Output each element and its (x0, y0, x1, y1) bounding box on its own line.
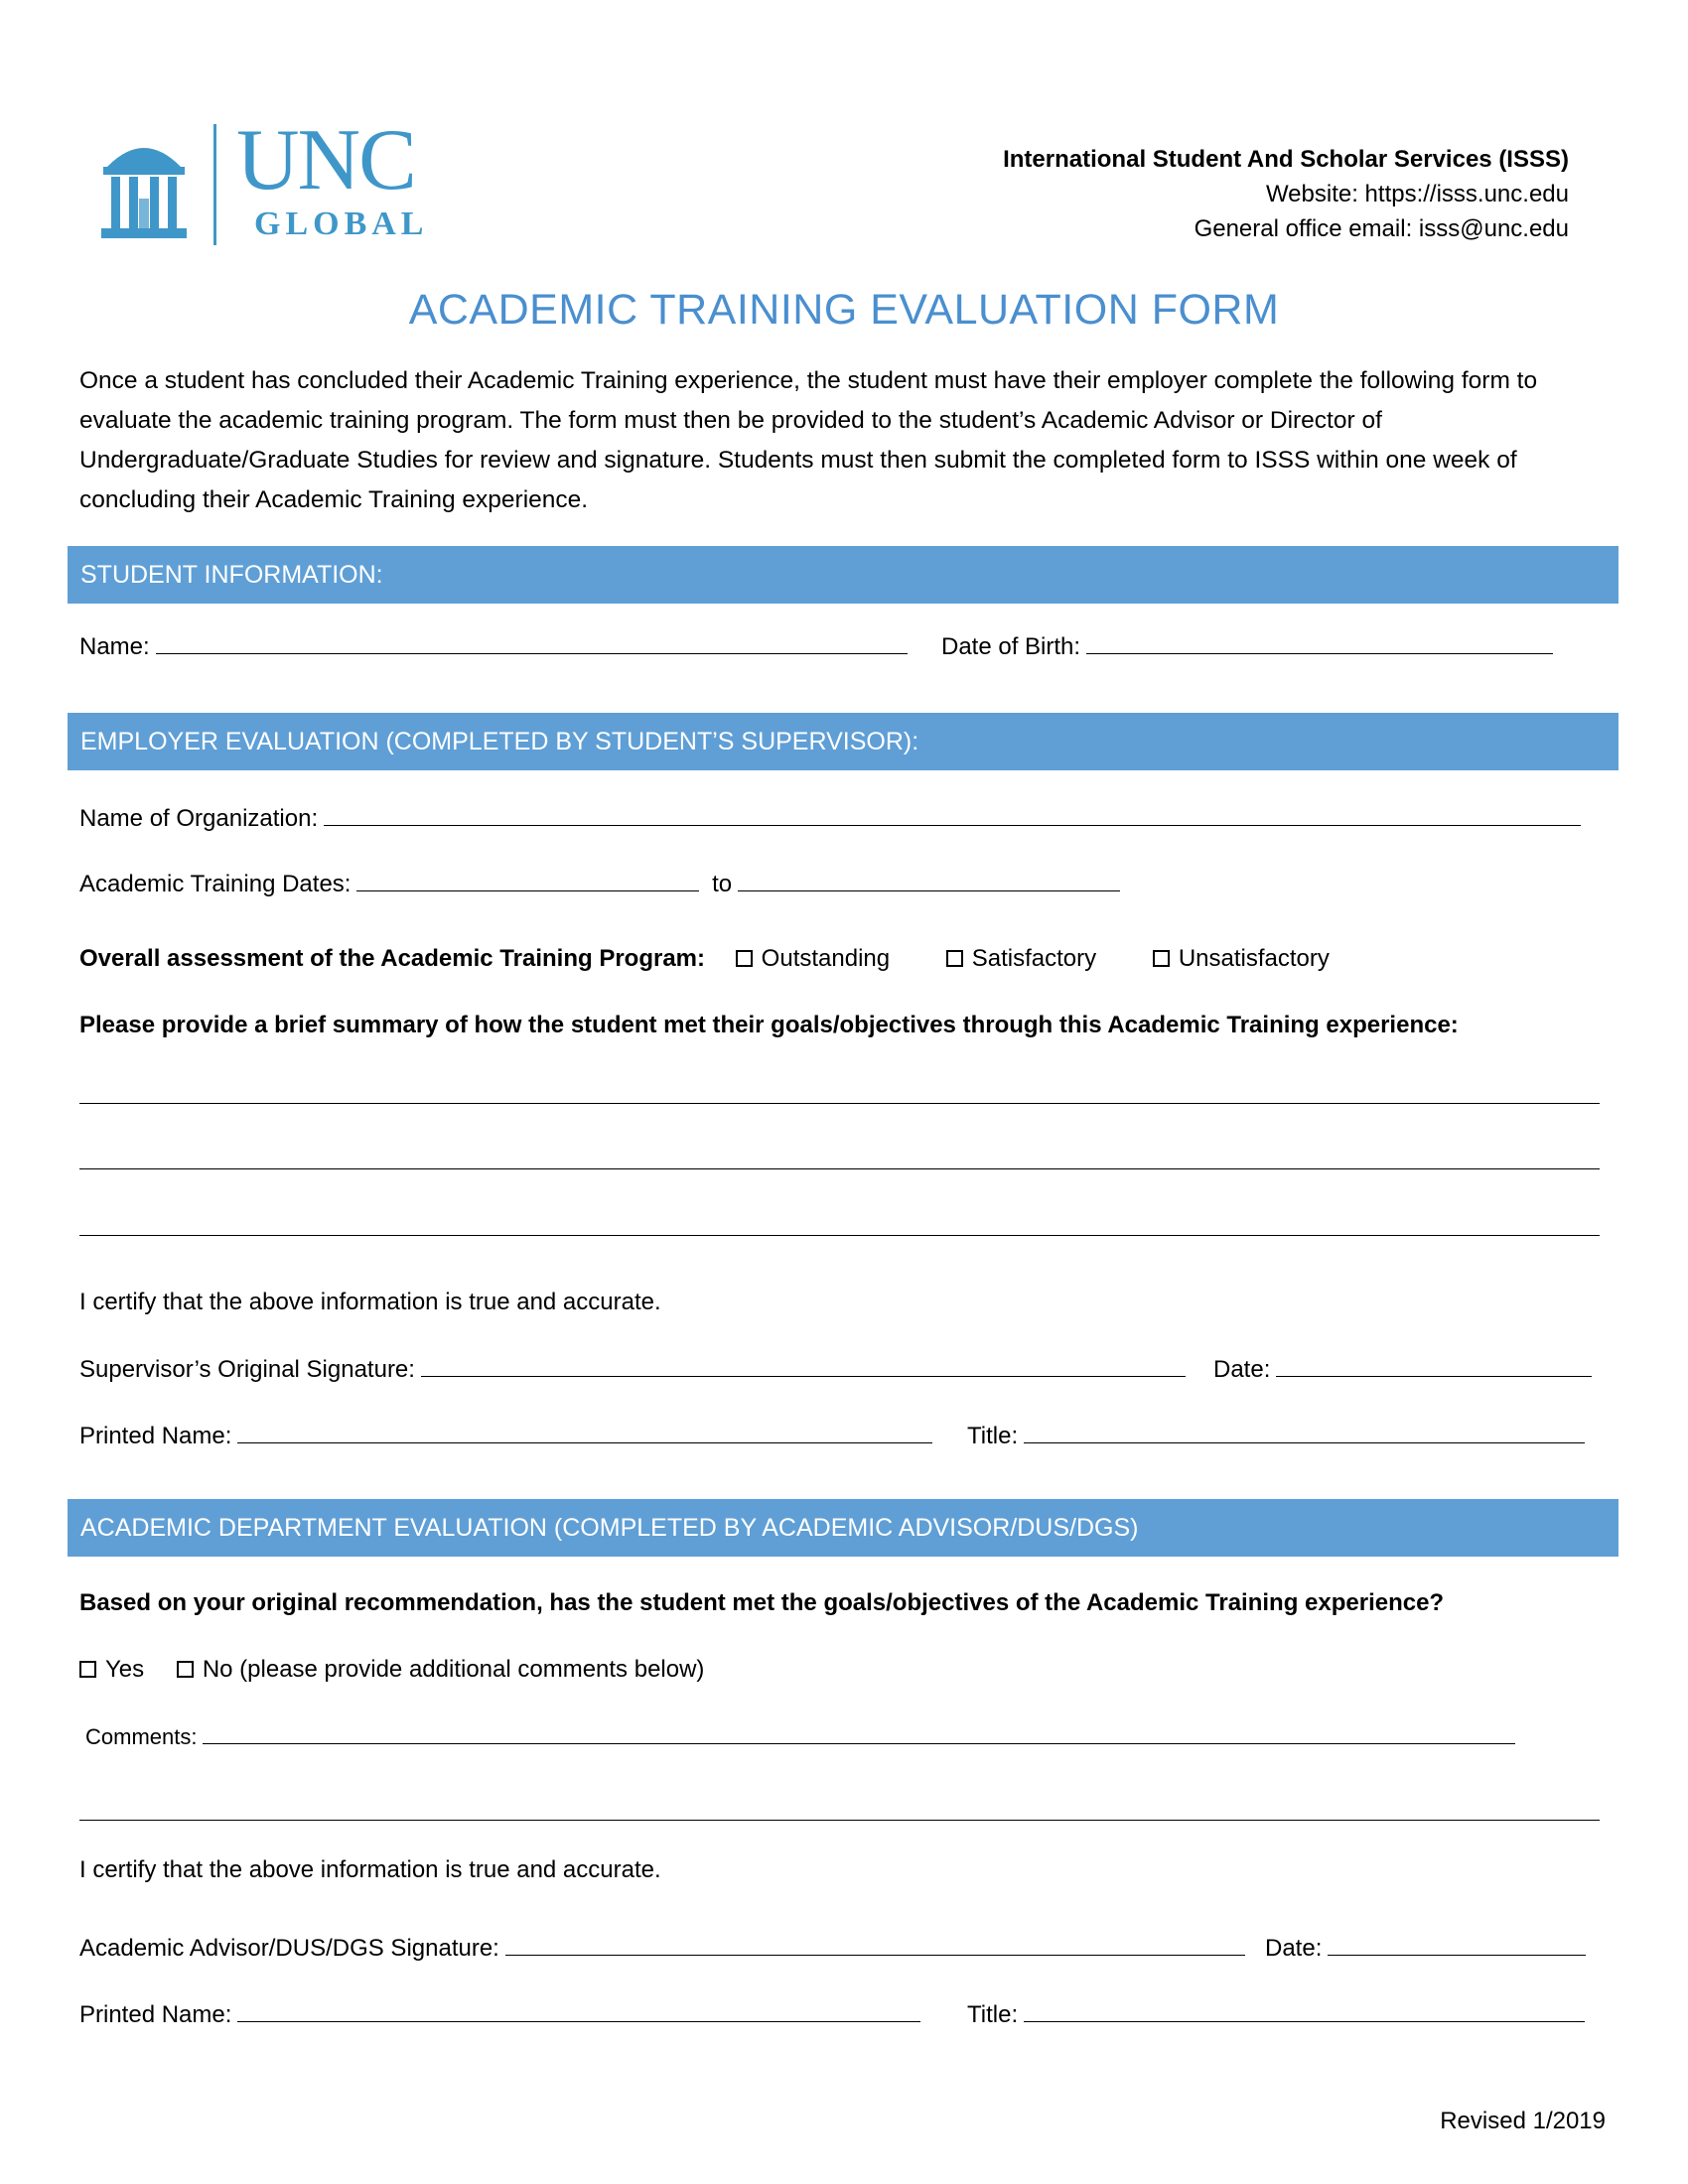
advisor-title-row (967, 1999, 1585, 2029)
summary-line-1[interactable] (79, 1103, 1600, 1104)
start-date-field[interactable] (356, 869, 699, 891)
student-name-field[interactable] (156, 631, 908, 654)
supervisor-signature-row (79, 1354, 1186, 1384)
advisor-printed-name-label: Printed Name: (79, 2001, 232, 2028)
advisor-signature-field[interactable] (505, 1933, 1245, 1956)
supervisor-title-label: Title: (967, 1423, 1019, 1449)
assessment-label: Overall assessment of the Academic Training Program: (79, 945, 705, 972)
dob-label: Date of Birth: (941, 633, 1081, 660)
contact-info (1003, 142, 1569, 246)
advisor-printed-name-row (79, 1999, 920, 2029)
org-name-label: Name of Organization: (79, 805, 319, 832)
website-text[interactable]: Website: https://isss.unc.edu (1265, 181, 1569, 207)
logo-divider (213, 124, 216, 245)
training-dates-row (79, 869, 1120, 898)
advisor-date-label: Date: (1265, 1935, 1323, 1962)
option-satisfactory[interactable]: Satisfactory (946, 945, 1096, 973)
intro-paragraph: Once a student has concluded their Academic Training experience, the student must have their employer complete the following form to evaluate the academic training program. The form must then be provided to the student’s Academic Advisor or Director of Undergraduate/Graduate Studies for review and signature. Students must then submit the completed form to ISSS within one week of concluding their Academic Training experience. (79, 367, 1538, 513)
employer-eval-header: EMPLOYER EVALUATION (COMPLETED BY STUDENT’S SUPERVISOR): (68, 713, 1618, 770)
supervisor-date-label: Date: (1213, 1356, 1271, 1383)
academic-eval-header: ACADEMIC DEPARTMENT EVALUATION (COMPLETED BY ACADEMIC ADVISOR/DUS/DGS) (68, 1499, 1618, 1557)
option-no[interactable]: No (please provide additional comments below) (177, 1656, 705, 1684)
supervisor-printed-name-field[interactable] (237, 1421, 932, 1443)
email-text[interactable]: General office email: isss@unc.edu (1194, 215, 1569, 242)
option-unsatisfactory[interactable]: Unsatisfactory (1153, 945, 1330, 973)
advisor-title-field[interactable] (1024, 1999, 1585, 2022)
comments-field[interactable] (203, 1721, 1515, 1744)
dates-to-label: to (712, 871, 733, 897)
page-title: ACADEMIC TRAINING EVALUATION FORM (408, 286, 1280, 334)
employer-certify-text: I certify that the above information is true and accurate. (79, 1289, 661, 1315)
org-name-row (79, 803, 1581, 833)
checkbox-outstanding[interactable] (736, 950, 753, 967)
supervisor-title-field[interactable] (1024, 1421, 1585, 1443)
option-yes[interactable]: Yes (79, 1656, 144, 1684)
student-info-header: STUDENT INFORMATION: (68, 546, 1618, 604)
logo-global-text: GLOBAL (254, 205, 429, 242)
checkbox-unsatisfactory[interactable] (1153, 950, 1170, 967)
summary-prompt: Please provide a brief summary of how the student met their goals/objectives through this Academic Training experience: (79, 1012, 1459, 1038)
comments-label: Comments: (85, 1724, 198, 1749)
revised-date: Revised 1/2019 (1440, 2108, 1606, 2134)
supervisor-date-field[interactable] (1276, 1354, 1592, 1377)
supervisor-printed-name-row (79, 1421, 932, 1450)
option-outstanding[interactable]: Outstanding (736, 945, 890, 973)
comments-row (85, 1721, 1515, 1750)
old-well-icon (99, 129, 189, 246)
supervisor-signature-field[interactable] (421, 1354, 1186, 1377)
supervisor-date-row (1213, 1354, 1592, 1384)
advisor-printed-name-field[interactable] (237, 1999, 920, 2022)
student-name-row (79, 631, 908, 661)
checkbox-no[interactable] (177, 1661, 194, 1678)
student-name-label: Name: (79, 633, 150, 660)
checkbox-yes[interactable] (79, 1661, 96, 1678)
supervisor-signature-label: Supervisor’s Original Signature: (79, 1356, 415, 1383)
academic-question: Based on your original recommendation, has the student met the goals/objectives of the Academic Training experience? (79, 1589, 1445, 1616)
end-date-field[interactable] (738, 869, 1120, 891)
logo-unc-text: UNC (236, 112, 415, 208)
dob-row (941, 631, 1553, 661)
org-name: International Student And Scholar Services (ISSS) (1003, 146, 1569, 173)
checkbox-satisfactory[interactable] (946, 950, 963, 967)
yes-no-row (79, 1656, 704, 1684)
advisor-date-row (1265, 1933, 1586, 1963)
supervisor-printed-name-label: Printed Name: (79, 1423, 232, 1449)
advisor-date-field[interactable] (1328, 1933, 1586, 1956)
training-dates-label: Academic Training Dates: (79, 871, 352, 897)
academic-certify-text: I certify that the above information is true and accurate. (79, 1856, 661, 1883)
assessment-row (79, 945, 1330, 973)
summary-line-2[interactable] (79, 1168, 1600, 1169)
summary-line-3[interactable] (79, 1235, 1600, 1236)
org-name-field[interactable] (324, 803, 1581, 826)
advisor-signature-label: Academic Advisor/DUS/DGS Signature: (79, 1935, 499, 1962)
supervisor-title-row (967, 1421, 1585, 1450)
advisor-signature-row (79, 1933, 1245, 1963)
comments-line-2[interactable] (79, 1820, 1600, 1821)
unc-global-logo (99, 112, 467, 248)
advisor-title-label: Title: (967, 2001, 1019, 2028)
dob-field[interactable] (1086, 631, 1553, 654)
